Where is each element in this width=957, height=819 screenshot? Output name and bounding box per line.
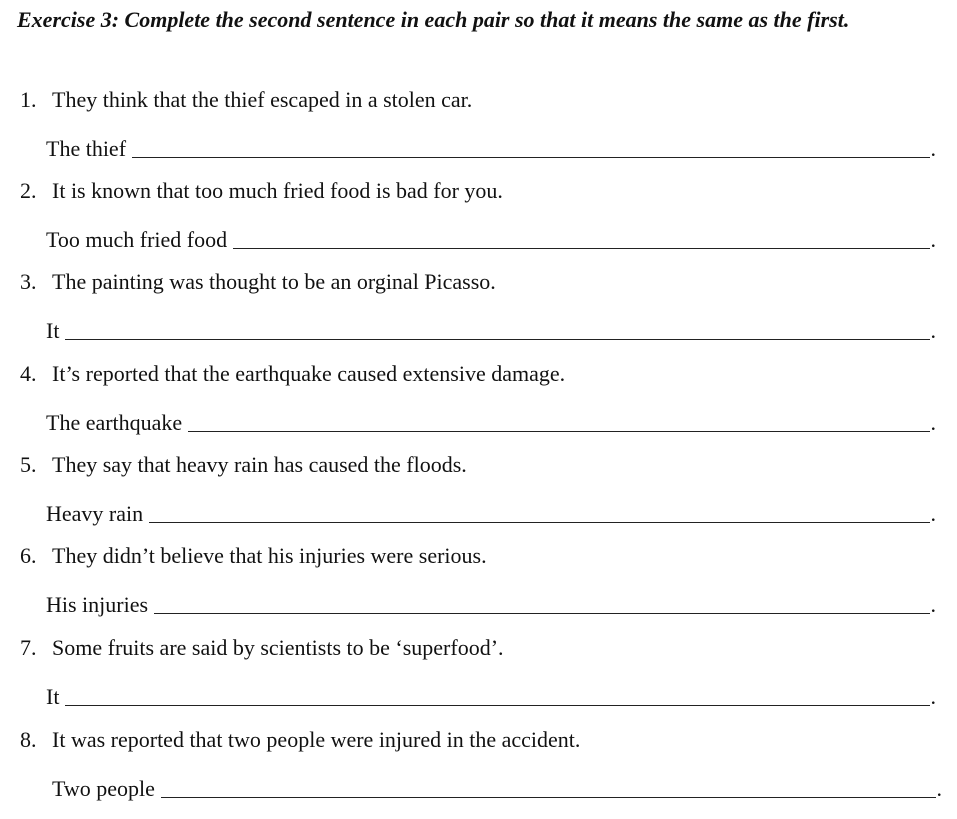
answer-row [46,680,936,710]
answer-blank-input[interactable] [154,591,929,614]
answer-blank-input[interactable] [149,500,929,523]
item-number: 1. [20,87,37,112]
exercise-item-2 [0,178,957,270]
answer-blank-input[interactable] [65,683,929,706]
original-sentence: It is known that too much fried food is bad for you. [52,178,503,203]
item-number: 3. [20,269,37,294]
answer-period: . [930,684,936,709]
item-number: 2. [20,178,37,203]
item-number: 7. [20,635,37,660]
answer-row [46,223,936,253]
original-sentence: It’s reported that the earthquake caused extensive damage. [52,361,566,386]
item-number: 6. [20,543,37,568]
answer-start: The earthquake [46,410,183,435]
answer-row [46,132,936,162]
exercise-item-3 [0,269,957,361]
answer-blank-input[interactable] [65,317,929,340]
exercise-item-1 [0,87,957,179]
answer-row [46,314,936,344]
answer-row [46,497,936,527]
answer-start: It [46,318,60,343]
answer-start: His injuries [46,592,149,617]
answer-start: It [46,684,60,709]
exercise-item-8 [0,727,957,819]
item-number: 4. [20,361,37,386]
exercise-item-4 [0,361,957,453]
original-sentence: Some fruits are said by scientists to be ‘superfood’. [52,635,504,660]
answer-period: . [936,776,942,801]
answer-blank-input[interactable] [188,409,929,432]
answer-row [52,772,942,802]
answer-period: . [930,227,936,252]
answer-start: The thief [46,136,127,161]
answer-blank-input[interactable] [161,775,936,798]
original-sentence: They think that the thief escaped in a stolen car. [52,87,473,112]
exercise-item-7 [0,635,957,727]
answer-start: Too much fried food [46,227,228,252]
answer-period: . [930,136,936,161]
answer-period: . [930,318,936,343]
answer-row [46,588,936,618]
item-number: 5. [20,452,37,477]
answer-row [46,406,936,436]
answer-period: . [930,592,936,617]
original-sentence: It was reported that two people were injured in the accident. [52,727,581,752]
answer-start: Heavy rain [46,501,144,526]
original-sentence: They say that heavy rain has caused the floods. [52,452,467,477]
original-sentence: They didn’t believe that his injuries were serious. [52,543,487,568]
answer-period: . [930,501,936,526]
exercise-item-6 [0,543,957,635]
exercise-title: Exercise 3: Complete the second sentence in each pair so that it means the same as the first. [17,7,850,32]
answer-blank-input[interactable] [132,135,929,158]
answer-start: Two people [52,776,155,801]
answer-period: . [930,410,936,435]
original-sentence: The painting was thought to be an orginal Picasso. [52,269,496,294]
item-number: 8. [20,727,37,752]
answer-blank-input[interactable] [233,226,929,249]
exercise-item-5 [0,452,957,544]
